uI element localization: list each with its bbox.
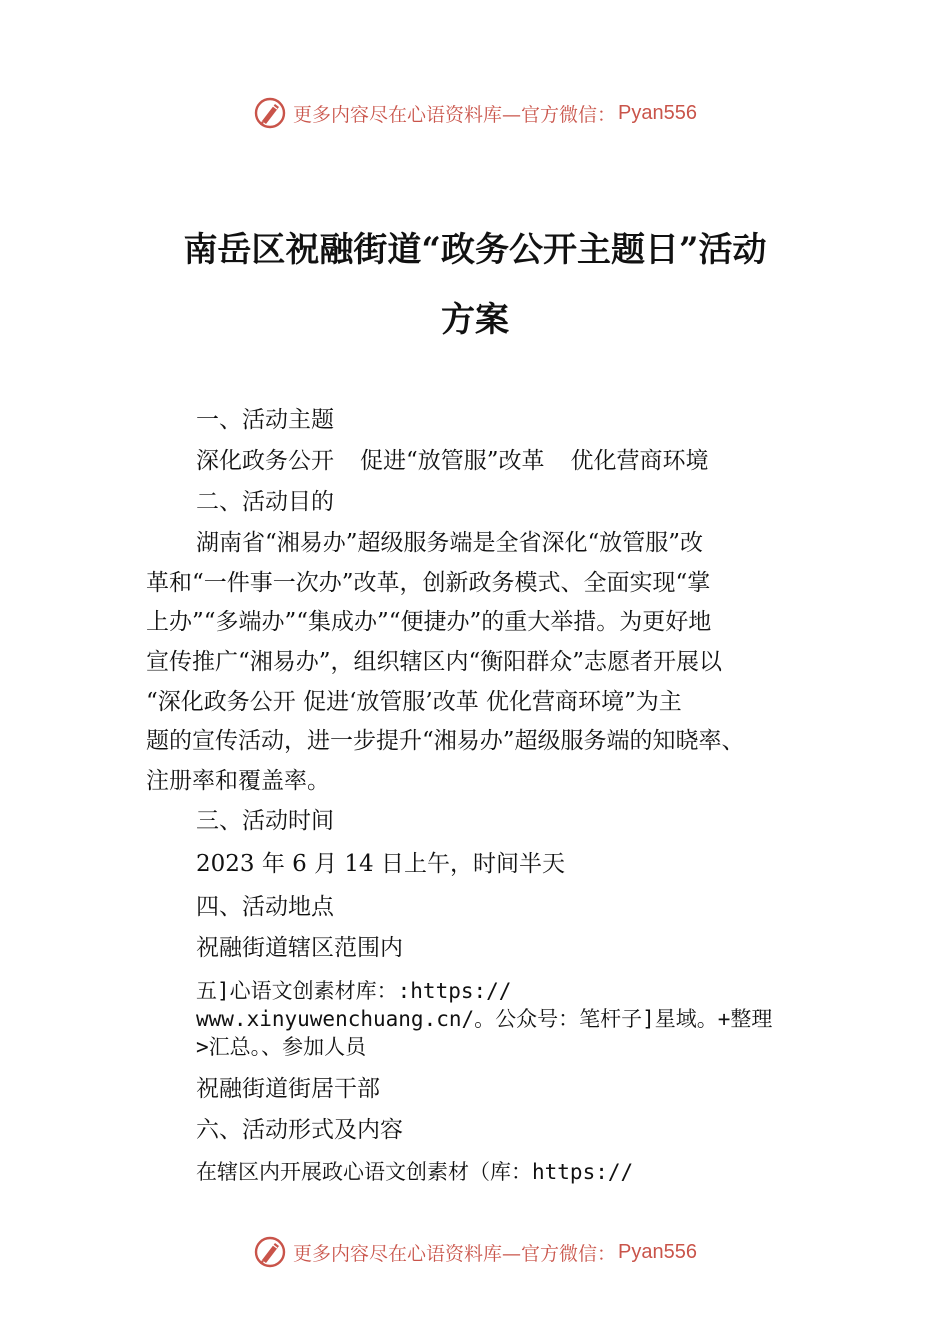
- section6-body: 在辖区内开展政心语文创素材（库：https://: [196, 1160, 634, 1184]
- pen-logo-icon: [253, 1235, 287, 1269]
- header-banner: [0, 93, 950, 133]
- section1-body-part2: 促进“放管服”改革: [360, 448, 545, 474]
- section2-heading: 二、活动目的: [196, 489, 334, 515]
- section2-paragraph-line: 宣传推广“湘易办”，组织辖区内“衡阳群众”志愿者开展以: [146, 649, 723, 675]
- document-title-line1: 南岳区祝融街道“政务公开主题日”活动: [183, 230, 767, 270]
- section5-heading-line3: >汇总。、参加人员: [196, 1035, 367, 1059]
- banner-text: 更多内容尽在心语资料库—官方微信：: [293, 103, 617, 126]
- footer-banner: [0, 1232, 950, 1272]
- section4-heading: 四、活动地点: [196, 894, 334, 920]
- section1-body-part1: 深化政务公开: [196, 448, 334, 474]
- document-title-line2: 方案: [441, 300, 509, 340]
- section2-paragraph-line: 湖南省“湘易办”超级服务端是全省深化“放管服”改: [196, 530, 704, 556]
- section2-paragraph-line: 注册率和覆盖率。: [146, 768, 330, 794]
- section5-heading-line1: 五]心语文创素材库：:https://: [196, 979, 512, 1003]
- section3-heading: 三、活动时间: [196, 808, 334, 834]
- section5-heading-line2: www.xinyuwenchuang.cn/。公众号：笔杆子]星域。+整理: [196, 1007, 773, 1031]
- banner-wechat-id: Pyan556: [618, 1240, 697, 1263]
- section1-heading: 一、活动主题: [196, 407, 334, 433]
- section2-paragraph-line: 题的宣传活动，进一步提升“湘易办”超级服务端的知晓率、: [146, 728, 745, 754]
- section2-paragraph-line: 革和“一件事一次办”改革，创新政务模式、全面实现“掌: [146, 570, 711, 596]
- pen-logo-icon: [253, 96, 287, 130]
- section5-body: 祝融街道街居干部: [196, 1076, 380, 1102]
- section6-heading: 六、活动形式及内容: [196, 1117, 403, 1143]
- section1-body-part3: 优化营商环境: [570, 448, 709, 474]
- banner-text: 更多内容尽在心语资料库—官方微信：: [293, 1242, 617, 1265]
- section1-body: [196, 446, 709, 476]
- section4-body: 祝融街道辖区范围内: [196, 935, 403, 961]
- section2-paragraph-line: 上办”“多端办”“集成办”“便捷办”的重大举措。为更好地: [146, 609, 712, 635]
- banner-wechat-id: Pyan556: [618, 101, 697, 124]
- section3-body: 2023 年 6 月 14 日上午，时间半天: [196, 851, 565, 877]
- section2-paragraph-line: “深化政务公开 促进‘放管服’改革 优化营商环境”为主: [146, 689, 682, 715]
